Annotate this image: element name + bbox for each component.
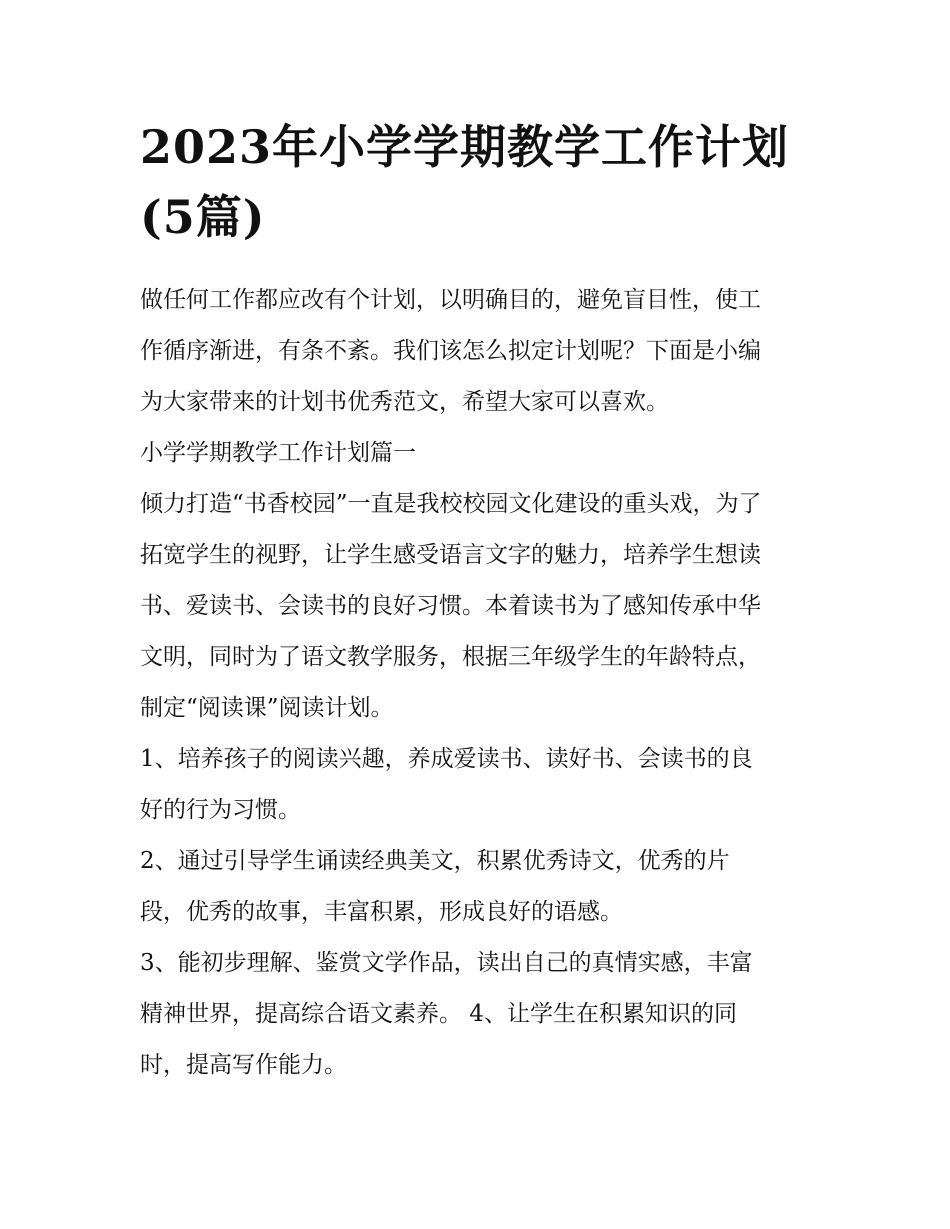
paragraph-line-2: 拓宽学生的视野，让学生感受语言文字的魅力，培养学生想读	[140, 542, 761, 568]
paragraph-line-5: 制定“阅读课”阅读计划。	[140, 695, 394, 721]
paragraph-line-3: 书、爱读书、会读书的良好习惯。本着读书为了感知传承中华	[140, 593, 761, 619]
paragraph-line-1: 倾力打造“书香校园”一直是我校校园文化建设的重头戏，为了	[140, 491, 762, 517]
document-title	[140, 112, 820, 252]
paragraph-line-4: 文明，同时为了语文教学服务，根据三年级学生的年龄特点，	[140, 644, 761, 670]
title-line-2: (5篇)	[140, 190, 266, 244]
list-item-1-line-1: 1、培养孩子的阅读兴趣，养成爱读书、读好书、会读书的良	[140, 746, 753, 772]
intro-line-3: 为大家带来的计划书优秀范文，希望大家可以喜欢。	[140, 389, 669, 415]
list-item-2-line-1: 2、通过引导学生诵读经典美文，积累优秀诗文，优秀的片	[140, 848, 730, 874]
intro-line-2: 作循序渐进，有条不紊。我们该怎么拟定计划呢？下面是小编	[140, 338, 761, 364]
list-item-3-line-1: 3、能初步理解、鉴赏文学作品，读出自己的真情实感，丰富	[140, 950, 753, 976]
section-heading: 小学学期教学工作计划篇一	[140, 440, 416, 466]
list-item-3-line-2: 精神世界，提高综合语文素养。 4、让学生在积累知识的同	[140, 1001, 737, 1027]
list-item-2-line-2: 段，优秀的故事，丰富积累，形成良好的语感。	[140, 899, 623, 925]
title-line-1: 2023年小学学期教学工作计划	[140, 120, 790, 174]
intro-line-1: 做任何工作都应改有个计划，以明确目的，避免盲目性，使工	[140, 287, 761, 313]
list-item-4-line-2: 时，提高写作能力。	[140, 1052, 347, 1078]
list-item-1-line-2: 好的行为习惯。	[140, 797, 301, 823]
